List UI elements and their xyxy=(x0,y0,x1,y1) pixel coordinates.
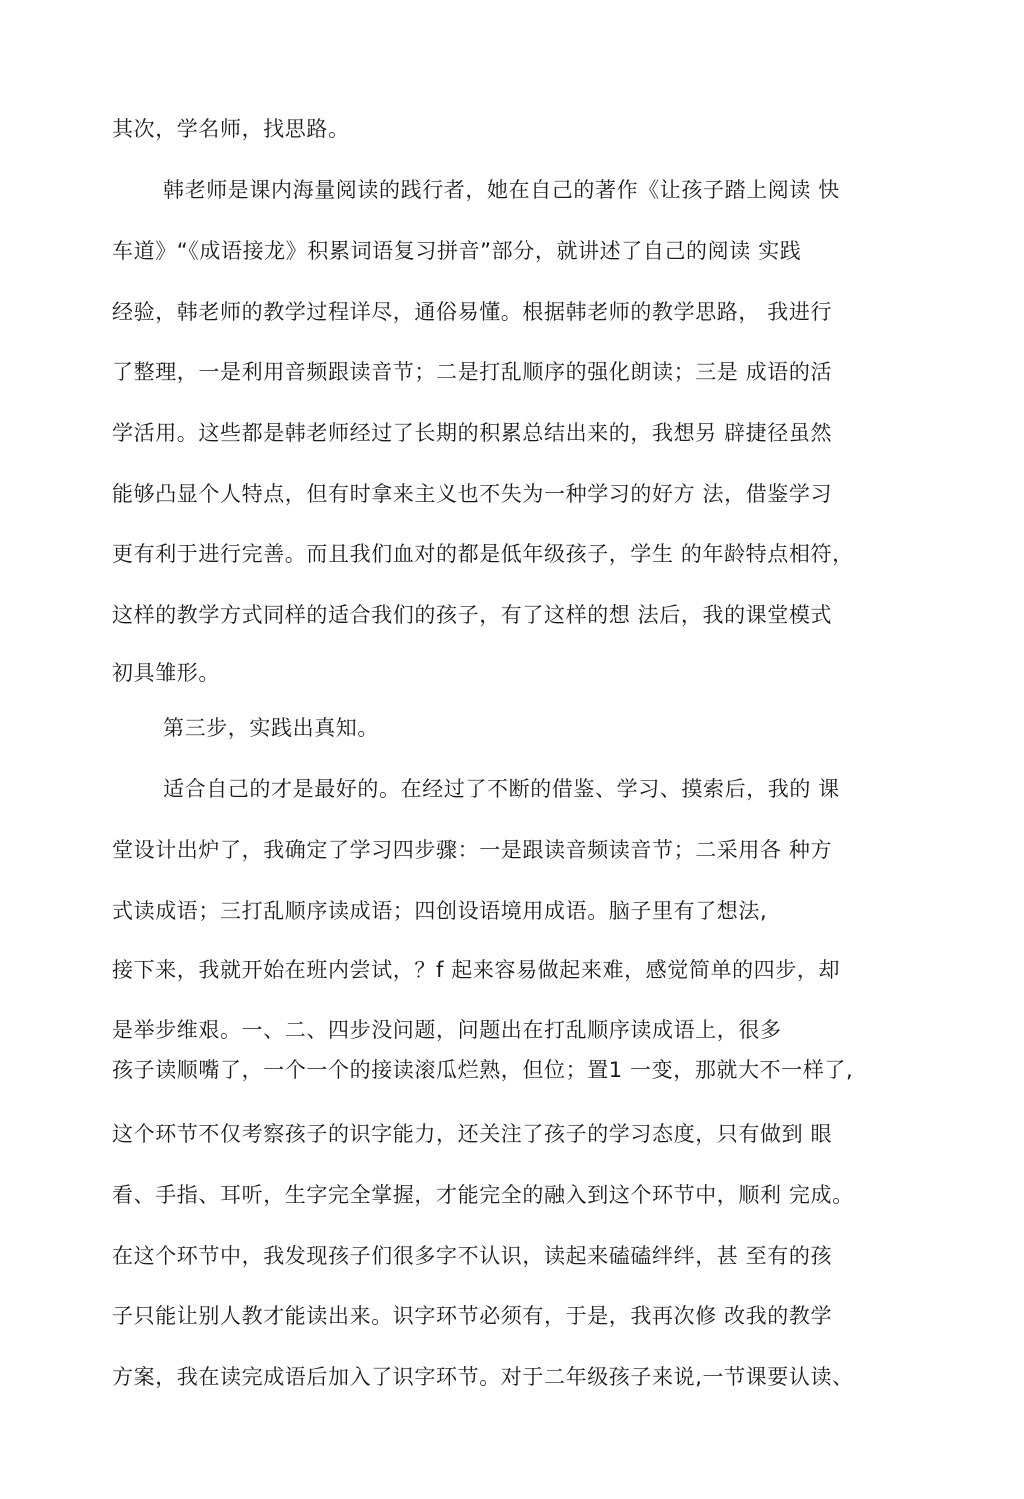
text-line: 方案，我在读完成语后加入了识字环节。对于二年级孩子来说,一节课要认读、 xyxy=(112,1365,854,1389)
text-line: 更有利于进行完善。而且我们血对的都是低年级孩子，学生 的年龄特点相符， xyxy=(112,542,854,566)
text-line: 这个环节不仅考察孩子的识字能力，还关注了孩子的学习态度，只有做到 眼 xyxy=(112,1122,833,1146)
text-line: 其次，学名师，找思路。 xyxy=(112,117,350,141)
text-line: 第三步，实践出真知。 xyxy=(163,716,379,740)
text-line: 接下来，我就开始在班内尝试，？f 起来容易做起来难，感觉简单的四步，却 xyxy=(112,958,841,982)
text-line: 初具雏形。 xyxy=(112,661,220,685)
text-line: 式读成语；三打乱顺序读成语；四创设语境用成语。脑子里有了想法, xyxy=(112,899,768,923)
text-line: 了整理，一是利用音频跟读音节；二是打乱顺序的强化朗读；三是 成语的活 xyxy=(112,360,833,384)
text-line: 是举步维艰。一、二、四步没问题，问题出在打乱顺序读成语上，很多 xyxy=(112,1018,782,1042)
text-line: 适合自己的才是最好的。在经过了不断的借鉴、学习、摸索后，我的 课 xyxy=(163,777,840,801)
text-line: 这样的教学方式同样的适合我们的孩子，有了这样的想 法后，我的课堂模式 xyxy=(112,603,833,627)
text-line: 车道》“《成语接龙》积累词语复习拼音”部分，就讲述了自己的阅读 实践 xyxy=(112,239,802,263)
text-line: 学活用。这些都是韩老师经过了长期的积累总结出来的，我想另 辟捷径虽然 xyxy=(112,421,833,445)
text-line: 孩子读顺嘴了，一个一个的接读滚瓜烂熟，但位；置1 一变，那就大不一样了, xyxy=(112,1058,854,1082)
text-line: 能够凸显个人特点，但有时拿来主义也不失为一种学习的好方 法，借鉴学习 xyxy=(112,482,833,506)
text-line: 在这个环节中，我发现孩子们很多字不认识，读起来磕磕绊绊，甚 至有的孩 xyxy=(112,1244,833,1268)
text-line: 经验，韩老师的教学过程详尽，通俗易懂。根据韩老师的教学思路， 我进行 xyxy=(112,300,833,324)
text-line: 堂设计出炉了，我确定了学习四步骤：一是跟读音频读音节；二采用各 种方 xyxy=(112,838,833,862)
text-line: 看、手指、耳听，生字完全掌握，才能完全的融入到这个环节中，顺利 完成。 xyxy=(112,1183,854,1207)
text-line: 韩老师是课内海量阅读的践行者，她在自己的著作《让孩子踏上阅读 快 xyxy=(163,178,840,202)
text-line: 子只能让别人教才能读出来。识字环节必须有，于是，我再次修 改我的教学 xyxy=(112,1304,833,1328)
